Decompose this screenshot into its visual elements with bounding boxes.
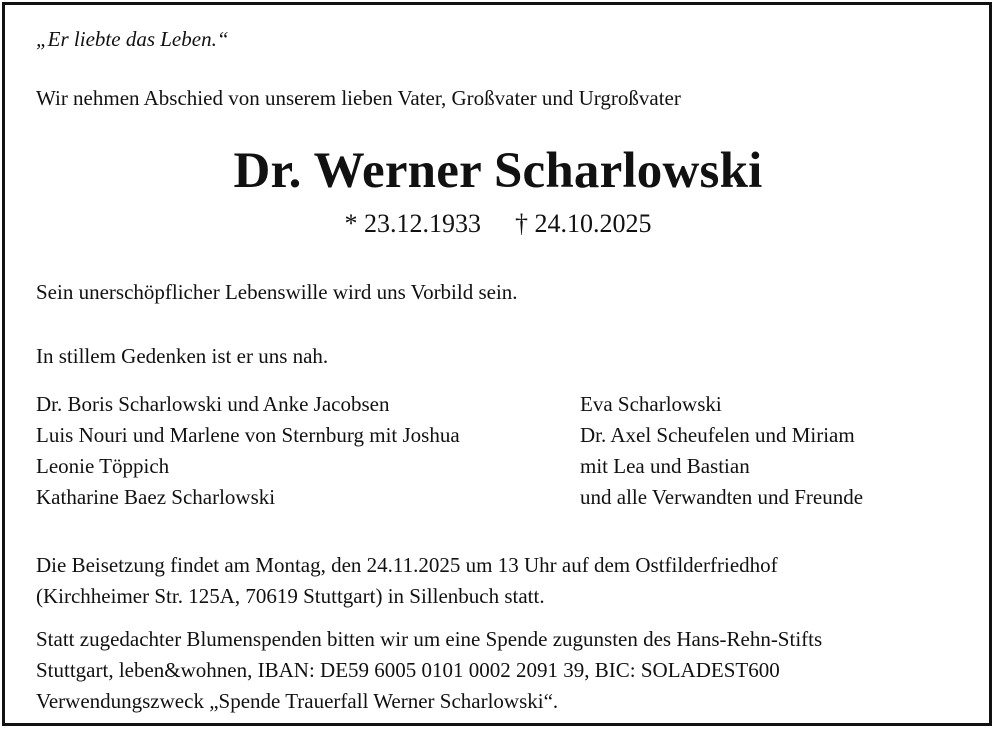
mourner-entry: Dr. Axel Scheufelen und Miriam — [580, 423, 855, 447]
donation-line: Verwendungszweck „Spende Trauerfall Werner Scharlowski“. — [36, 689, 559, 713]
obituary-motto: „Er liebte das Leben.“ — [36, 27, 229, 51]
mourner-entry: Eva Scharlowski — [580, 392, 722, 416]
donation-line: Stuttgart, leben&wohnen, IBAN: DE59 6005 0101 0002 2091 39, BIC: SOLADEST600 — [36, 658, 780, 682]
funeral-details — [36, 550, 778, 612]
deceased-name: Dr. Werner Scharlowski — [233, 143, 763, 199]
donation-line: Statt zugedachter Blumenspenden bitten wir um eine Spende zugunsten des Hans-Rehn-Stifts — [36, 627, 823, 651]
life-dates — [0, 208, 996, 240]
death-date: † 24.10.2025 — [515, 209, 652, 238]
mourner-entry: Luis Nouri und Marlene von Sternburg mit Joshua — [36, 423, 460, 447]
mourners-right-column — [580, 389, 863, 513]
birth-date: * 23.12.1933 — [344, 209, 481, 238]
mourner-entry: mit Lea und Bastian — [580, 454, 750, 478]
donation-request — [36, 624, 822, 717]
mourner-entry: Dr. Boris Scharlowski und Anke Jacobsen — [36, 392, 390, 416]
mourner-entry: und alle Verwandten und Freunde — [580, 485, 864, 509]
mourners-left-column — [36, 389, 460, 513]
mourner-entry: Katharine Baez Scharlowski — [36, 485, 276, 509]
funeral-line: (Kirchheimer Str. 125A, 70619 Stuttgart) in Sillenbuch statt. — [36, 584, 545, 608]
mourner-entry: Leonie Töppich — [36, 454, 170, 478]
memory-line: In stillem Gedenken ist er uns nah. — [36, 344, 329, 368]
tribute-line: Sein unerschöpflicher Lebenswille wird uns Vorbild sein. — [36, 280, 518, 304]
funeral-line: Die Beisetzung findet am Montag, den 24.11.2025 um 13 Uhr auf dem Ostfilderfriedhof — [36, 553, 778, 577]
obituary-intro: Wir nehmen Abschied von unserem lieben Vater, Großvater und Urgroßvater — [36, 86, 681, 110]
